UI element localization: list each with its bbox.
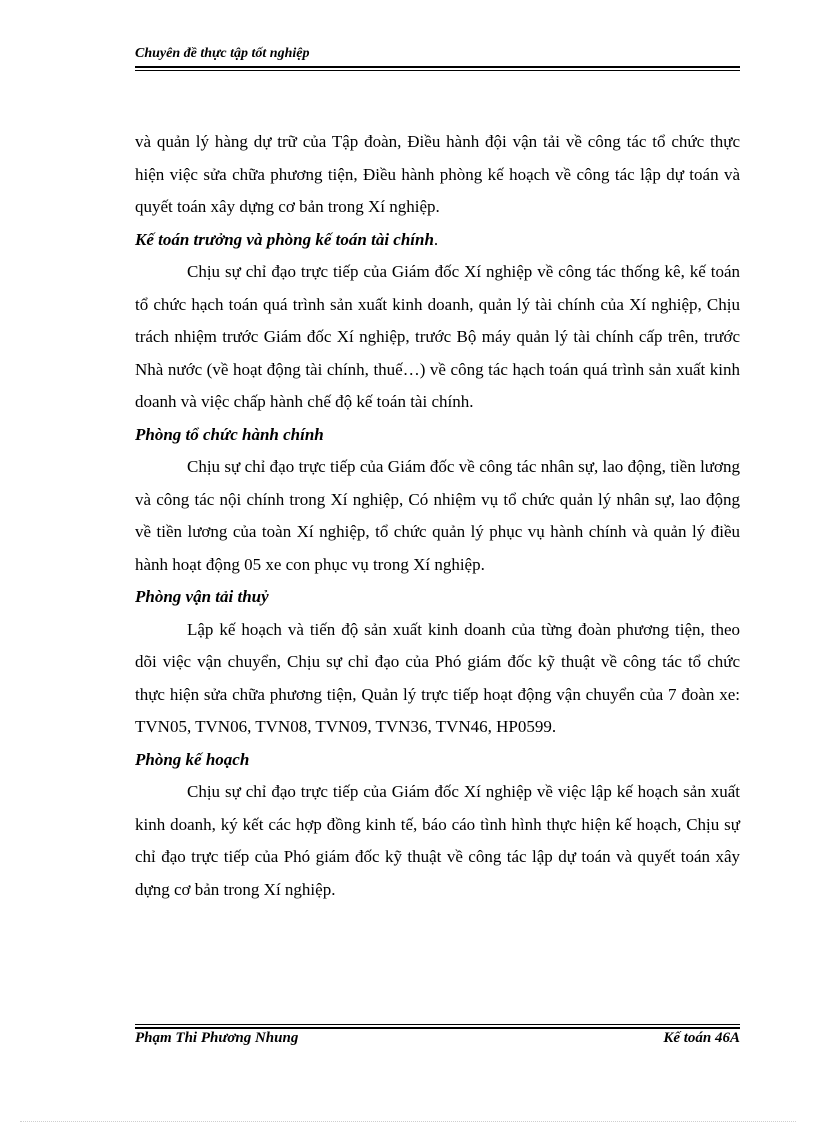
paragraph-planning: Chịu sự chỉ đạo trực tiếp của Giám đốc Xí nghiệp về việc lập kế hoạch sản xuất kinh doanh, ký kết các hợp đồng kinh tế, báo cáo tình hình thực hiện kế hoạch, Chịu sự chỉ đạo trực tiếp của Phó giám đốc kỹ thuật về công tác lập dự toán và quyết toán xây dựng cơ bản trong Xí nghiệp. [135, 782, 740, 899]
section-heading-transport: Phòng vận tải thuỷ [135, 587, 269, 606]
section-heading-accounting-text: Kế toán trưởng và phòng kế toán tài chính [135, 229, 434, 249]
paragraph-transport: Lập kế hoạch và tiến độ sản xuất kinh doanh của từng đoàn phương tiện, theo dõi việc vận chuyển, Chịu sự chỉ đạo của Phó giám đốc kỹ thuật về công tác tổ chức thực hiện sửa chữa phương tiện, Quản lý trực tiếp hoạt động vận chuyển của 7 đoàn xe: TVN05, TVN06, TVN08, TVN09, TVN36, TVN46, HP0599. [135, 619, 740, 736]
paragraph-accounting: Chịu sự chỉ đạo trực tiếp của Giám đốc Xí nghiệp về công tác thống kê, kế toán tổ chức hạch toán quá trình sản xuất kinh doanh, quản lý tài chính của Xí nghiệp, Chịu trách nhiệm trước Giám đốc Xí nghiệp, trước Bộ máy quản lý tài chính cấp trên, trước Nhà nước (về hoạt động tài chính, thuế…) về công tác hạch toán quá trình sản xuất kinh doanh và việc chấp hành chế độ kế toán tài chính. [135, 262, 740, 411]
header-divider-thin [135, 70, 740, 71]
footer-author: Phạm Thi Phương Nhung [135, 1030, 299, 1046]
document-body [135, 126, 740, 906]
page-header-title: Chuyên đề thực tập tốt nghiệp [135, 46, 310, 61]
section-heading-accounting [135, 224, 740, 257]
section-heading-accounting-punct: . [433, 229, 439, 249]
paragraph-intro: và quản lý hàng dự trữ của Tập đoàn, Điều hành đội vận tải về công tác tổ chức thực hiện việc sửa chữa phương tiện, Điều hành phòng kế hoạch về công tác lập dự toán và quyết toán xây dựng cơ bản trong Xí nghiệp. [135, 132, 740, 216]
footer-divider-thin [135, 1024, 740, 1025]
section-heading-admin: Phòng tổ chức hành chính [135, 424, 324, 444]
paragraph-admin: Chịu sự chỉ đạo trực tiếp của Giám đốc về công tác nhân sự, lao động, tiền lương và công tác nội chính trong Xí nghiệp, Có nhiệm vụ tổ chức quản lý nhân sự, lao động về tiền lương của toàn Xí nghiệp, tổ chức quản lý phục vụ hành chính và quản lý điều hành hoạt động 05 xe con phục vụ trong Xí nghiệp. [135, 457, 740, 574]
footer-divider [135, 1027, 740, 1029]
header-divider [135, 66, 740, 68]
footer-class-label: Kế toán 46A [663, 1030, 740, 1046]
page-bottom-edge [20, 1121, 796, 1122]
section-heading-planning: Phòng kế hoạch [135, 749, 250, 769]
